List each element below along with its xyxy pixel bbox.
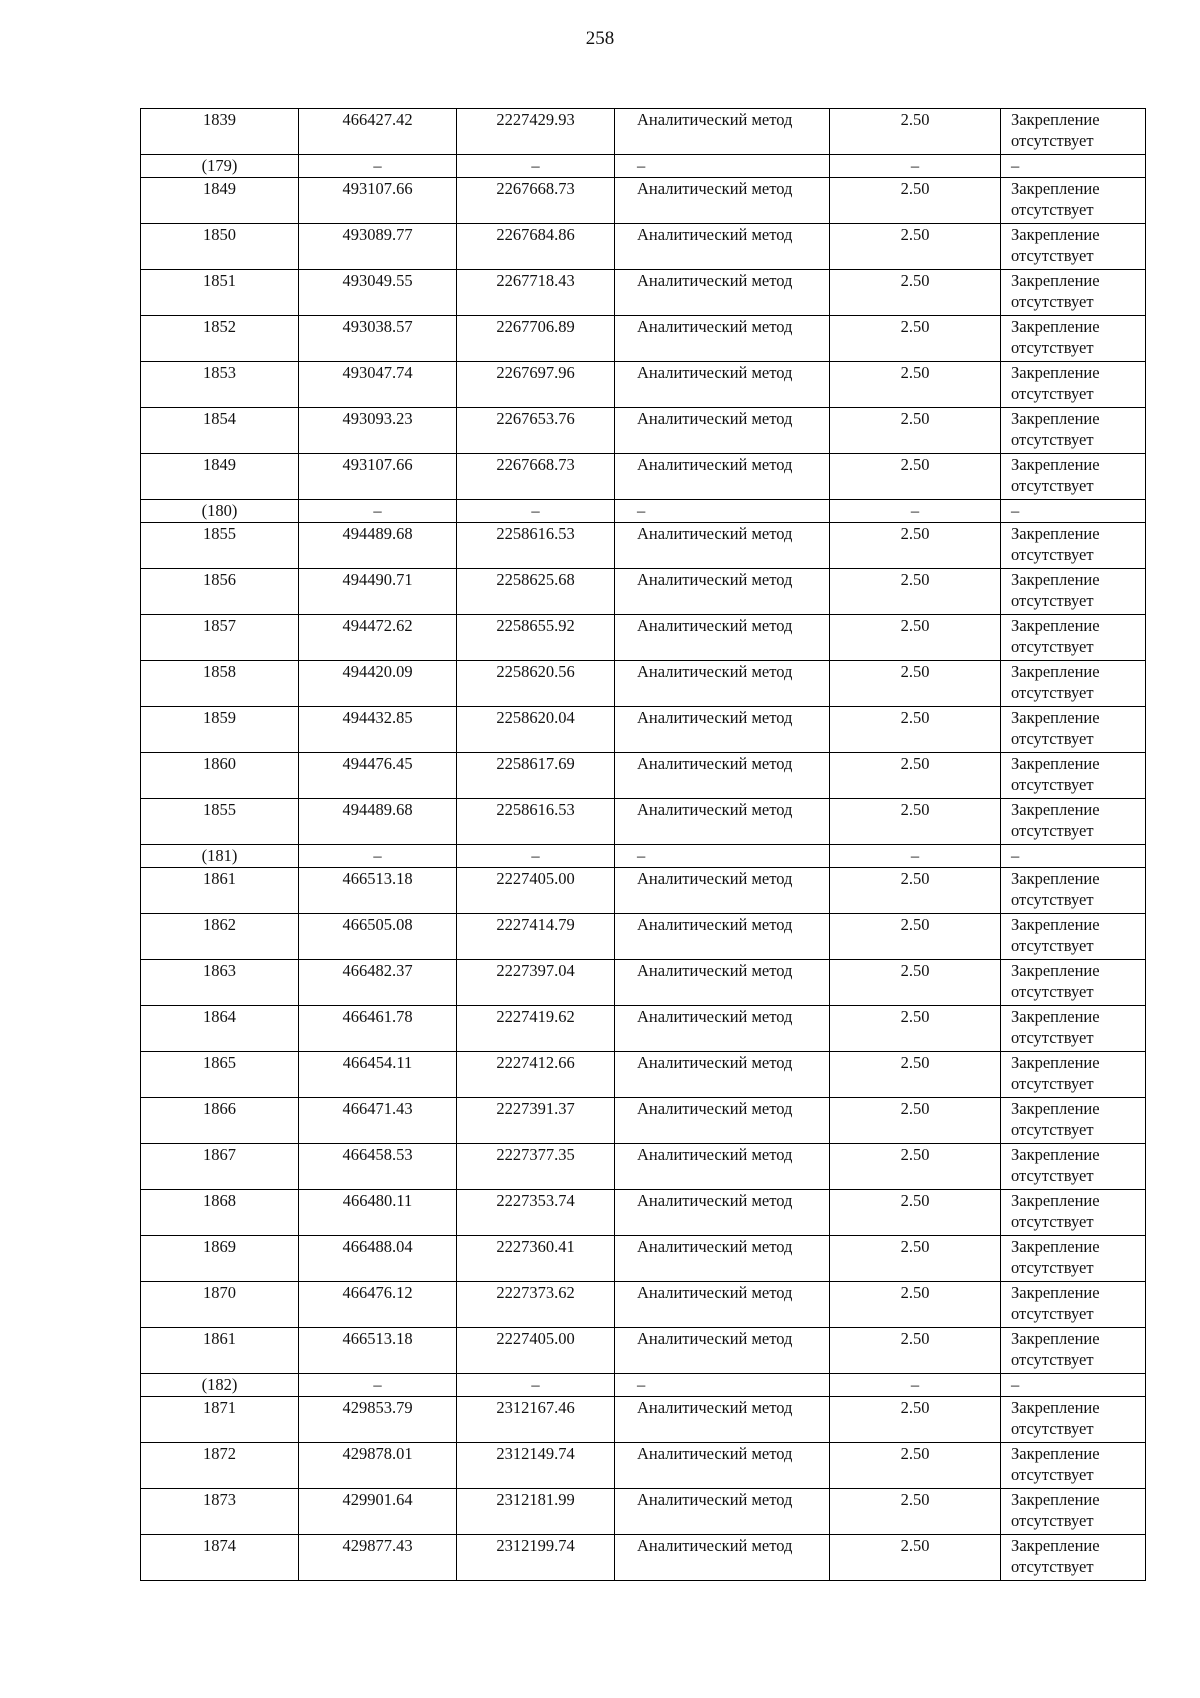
x-coordinate-cell: 466482.37: [299, 960, 457, 1006]
y-coordinate-cell: 2227373.62: [457, 1282, 615, 1328]
table-row: [141, 270, 1146, 316]
x-coordinate-cell: –: [299, 845, 457, 868]
separator-row: [141, 155, 1146, 178]
accuracy-cell: 2.50: [830, 270, 1001, 316]
table-row: [141, 408, 1146, 454]
y-coordinate-cell: 2312181.99: [457, 1489, 615, 1535]
point-number-cell: 1869: [141, 1236, 299, 1282]
x-coordinate-cell: 466513.18: [299, 868, 457, 914]
method-cell: Аналитический метод: [615, 1190, 830, 1236]
point-number-cell: 1850: [141, 224, 299, 270]
fixing-cell: Закрепление отсутствует: [1001, 914, 1146, 960]
table-row: [141, 1236, 1146, 1282]
table-row: [141, 224, 1146, 270]
method-cell: Аналитический метод: [615, 1489, 830, 1535]
method-cell: Аналитический метод: [615, 316, 830, 362]
y-coordinate-cell: 2227412.66: [457, 1052, 615, 1098]
fixing-cell: –: [1001, 155, 1146, 178]
method-cell: Аналитический метод: [615, 109, 830, 155]
y-coordinate-cell: 2267668.73: [457, 454, 615, 500]
separator-row: [141, 845, 1146, 868]
point-number-cell: 1870: [141, 1282, 299, 1328]
point-number-cell: (182): [141, 1374, 299, 1397]
fixing-cell: Закрепление отсутствует: [1001, 408, 1146, 454]
method-cell: Аналитический метод: [615, 661, 830, 707]
method-cell: Аналитический метод: [615, 1006, 830, 1052]
point-number-cell: 1849: [141, 178, 299, 224]
table-row: [141, 799, 1146, 845]
fixing-cell: –: [1001, 845, 1146, 868]
method-cell: Аналитический метод: [615, 615, 830, 661]
fixing-cell: Закрепление отсутствует: [1001, 960, 1146, 1006]
fixing-cell: Закрепление отсутствует: [1001, 270, 1146, 316]
point-number-cell: 1868: [141, 1190, 299, 1236]
x-coordinate-cell: 466488.04: [299, 1236, 457, 1282]
separator-row: [141, 500, 1146, 523]
y-coordinate-cell: 2312199.74: [457, 1535, 615, 1581]
point-number-cell: 1861: [141, 1328, 299, 1374]
table-row: [141, 1328, 1146, 1374]
table-row: [141, 1006, 1146, 1052]
fixing-cell: Закрепление отсутствует: [1001, 224, 1146, 270]
accuracy-cell: –: [830, 500, 1001, 523]
point-number-cell: 1867: [141, 1144, 299, 1190]
x-coordinate-cell: 493107.66: [299, 178, 457, 224]
fixing-cell: Закрепление отсутствует: [1001, 523, 1146, 569]
y-coordinate-cell: 2227353.74: [457, 1190, 615, 1236]
method-cell: –: [615, 845, 830, 868]
x-coordinate-cell: 494489.68: [299, 523, 457, 569]
x-coordinate-cell: 466505.08: [299, 914, 457, 960]
fixing-cell: –: [1001, 500, 1146, 523]
method-cell: Аналитический метод: [615, 1328, 830, 1374]
method-cell: Аналитический метод: [615, 1098, 830, 1144]
method-cell: –: [615, 155, 830, 178]
accuracy-cell: 2.50: [830, 615, 1001, 661]
point-number-cell: 1853: [141, 362, 299, 408]
fixing-cell: Закрепление отсутствует: [1001, 569, 1146, 615]
table-row: [141, 316, 1146, 362]
fixing-cell: Закрепление отсутствует: [1001, 799, 1146, 845]
accuracy-cell: 2.50: [830, 914, 1001, 960]
point-number-cell: 1855: [141, 523, 299, 569]
x-coordinate-cell: 494432.85: [299, 707, 457, 753]
accuracy-cell: 2.50: [830, 109, 1001, 155]
fixing-cell: Закрепление отсутствует: [1001, 1443, 1146, 1489]
point-number-cell: 1856: [141, 569, 299, 615]
fixing-cell: Закрепление отсутствует: [1001, 1282, 1146, 1328]
x-coordinate-cell: 493107.66: [299, 454, 457, 500]
accuracy-cell: –: [830, 155, 1001, 178]
table-row: [141, 1190, 1146, 1236]
y-coordinate-cell: 2267718.43: [457, 270, 615, 316]
method-cell: Аналитический метод: [615, 1052, 830, 1098]
fixing-cell: –: [1001, 1374, 1146, 1397]
point-number-cell: 1873: [141, 1489, 299, 1535]
fixing-cell: Закрепление отсутствует: [1001, 1489, 1146, 1535]
x-coordinate-cell: 493038.57: [299, 316, 457, 362]
table-row: [141, 707, 1146, 753]
x-coordinate-cell: 494420.09: [299, 661, 457, 707]
table-row: [141, 1052, 1146, 1098]
table-row: [141, 523, 1146, 569]
method-cell: Аналитический метод: [615, 523, 830, 569]
table-row: [141, 1489, 1146, 1535]
accuracy-cell: 2.50: [830, 753, 1001, 799]
point-number-cell: 1865: [141, 1052, 299, 1098]
accuracy-cell: 2.50: [830, 1236, 1001, 1282]
table-row: [141, 1098, 1146, 1144]
x-coordinate-cell: 429853.79: [299, 1397, 457, 1443]
point-number-cell: 1855: [141, 799, 299, 845]
x-coordinate-cell: 429877.43: [299, 1535, 457, 1581]
table-row: [141, 615, 1146, 661]
fixing-cell: Закрепление отсутствует: [1001, 615, 1146, 661]
table-row: [141, 569, 1146, 615]
method-cell: Аналитический метод: [615, 707, 830, 753]
table-row: [141, 362, 1146, 408]
y-coordinate-cell: 2227405.00: [457, 868, 615, 914]
point-number-cell: 1871: [141, 1397, 299, 1443]
table-row: [141, 960, 1146, 1006]
table-row: [141, 454, 1146, 500]
y-coordinate-cell: 2312149.74: [457, 1443, 615, 1489]
point-number-cell: 1861: [141, 868, 299, 914]
y-coordinate-cell: 2227429.93: [457, 109, 615, 155]
fixing-cell: Закрепление отсутствует: [1001, 1144, 1146, 1190]
point-number-cell: (181): [141, 845, 299, 868]
accuracy-cell: 2.50: [830, 707, 1001, 753]
accuracy-cell: 2.50: [830, 1282, 1001, 1328]
x-coordinate-cell: 493093.23: [299, 408, 457, 454]
accuracy-cell: 2.50: [830, 1190, 1001, 1236]
accuracy-cell: 2.50: [830, 408, 1001, 454]
x-coordinate-cell: 466427.42: [299, 109, 457, 155]
accuracy-cell: 2.50: [830, 868, 1001, 914]
accuracy-cell: –: [830, 845, 1001, 868]
method-cell: Аналитический метод: [615, 454, 830, 500]
fixing-cell: Закрепление отсутствует: [1001, 868, 1146, 914]
x-coordinate-cell: 466461.78: [299, 1006, 457, 1052]
accuracy-cell: 2.50: [830, 1489, 1001, 1535]
method-cell: Аналитический метод: [615, 753, 830, 799]
point-number-cell: 1860: [141, 753, 299, 799]
method-cell: Аналитический метод: [615, 178, 830, 224]
accuracy-cell: 2.50: [830, 178, 1001, 224]
point-number-cell: 1851: [141, 270, 299, 316]
y-coordinate-cell: 2227391.37: [457, 1098, 615, 1144]
point-number-cell: (179): [141, 155, 299, 178]
method-cell: Аналитический метод: [615, 1535, 830, 1581]
accuracy-cell: –: [830, 1374, 1001, 1397]
table-row: [141, 661, 1146, 707]
point-number-cell: 1864: [141, 1006, 299, 1052]
y-coordinate-cell: –: [457, 500, 615, 523]
y-coordinate-cell: –: [457, 155, 615, 178]
y-coordinate-cell: 2258617.69: [457, 753, 615, 799]
accuracy-cell: 2.50: [830, 1397, 1001, 1443]
accuracy-cell: 2.50: [830, 316, 1001, 362]
y-coordinate-cell: 2267668.73: [457, 178, 615, 224]
y-coordinate-cell: 2227377.35: [457, 1144, 615, 1190]
x-coordinate-cell: 493049.55: [299, 270, 457, 316]
table-row: [141, 1397, 1146, 1443]
y-coordinate-cell: –: [457, 1374, 615, 1397]
x-coordinate-cell: 466458.53: [299, 1144, 457, 1190]
x-coordinate-cell: 494476.45: [299, 753, 457, 799]
x-coordinate-cell: 494490.71: [299, 569, 457, 615]
x-coordinate-cell: 429901.64: [299, 1489, 457, 1535]
accuracy-cell: 2.50: [830, 1006, 1001, 1052]
y-coordinate-cell: 2258620.04: [457, 707, 615, 753]
fixing-cell: Закрепление отсутствует: [1001, 362, 1146, 408]
y-coordinate-cell: 2227419.62: [457, 1006, 615, 1052]
x-coordinate-cell: –: [299, 1374, 457, 1397]
y-coordinate-cell: 2267706.89: [457, 316, 615, 362]
y-coordinate-cell: 2227397.04: [457, 960, 615, 1006]
accuracy-cell: 2.50: [830, 1535, 1001, 1581]
x-coordinate-cell: 466513.18: [299, 1328, 457, 1374]
y-coordinate-cell: 2258655.92: [457, 615, 615, 661]
fixing-cell: Закрепление отсутствует: [1001, 753, 1146, 799]
accuracy-cell: 2.50: [830, 1052, 1001, 1098]
method-cell: Аналитический метод: [615, 799, 830, 845]
table-row: [141, 753, 1146, 799]
y-coordinate-cell: 2227360.41: [457, 1236, 615, 1282]
x-coordinate-cell: 466454.11: [299, 1052, 457, 1098]
fixing-cell: Закрепление отсутствует: [1001, 109, 1146, 155]
accuracy-cell: 2.50: [830, 523, 1001, 569]
method-cell: Аналитический метод: [615, 362, 830, 408]
table-row: [141, 1443, 1146, 1489]
y-coordinate-cell: –: [457, 845, 615, 868]
method-cell: Аналитический метод: [615, 224, 830, 270]
accuracy-cell: 2.50: [830, 569, 1001, 615]
point-number-cell: 1839: [141, 109, 299, 155]
method-cell: Аналитический метод: [615, 1282, 830, 1328]
table-row: [141, 1282, 1146, 1328]
x-coordinate-cell: –: [299, 155, 457, 178]
point-number-cell: 1872: [141, 1443, 299, 1489]
x-coordinate-cell: 466471.43: [299, 1098, 457, 1144]
method-cell: Аналитический метод: [615, 1144, 830, 1190]
y-coordinate-cell: 2267684.86: [457, 224, 615, 270]
separator-row: [141, 1374, 1146, 1397]
accuracy-cell: 2.50: [830, 661, 1001, 707]
table-row: [141, 1535, 1146, 1581]
method-cell: –: [615, 500, 830, 523]
point-number-cell: 1866: [141, 1098, 299, 1144]
point-number-cell: 1852: [141, 316, 299, 362]
method-cell: Аналитический метод: [615, 868, 830, 914]
table-row: [141, 914, 1146, 960]
table-row: [141, 868, 1146, 914]
x-coordinate-cell: 493047.74: [299, 362, 457, 408]
method-cell: Аналитический метод: [615, 408, 830, 454]
point-number-cell: (180): [141, 500, 299, 523]
coordinates-table-body: [141, 109, 1146, 1581]
y-coordinate-cell: 2267653.76: [457, 408, 615, 454]
page-number: 258: [585, 28, 615, 49]
method-cell: Аналитический метод: [615, 569, 830, 615]
point-number-cell: 1854: [141, 408, 299, 454]
fixing-cell: Закрепление отсутствует: [1001, 454, 1146, 500]
x-coordinate-cell: 494472.62: [299, 615, 457, 661]
point-number-cell: 1859: [141, 707, 299, 753]
accuracy-cell: 2.50: [830, 1098, 1001, 1144]
accuracy-cell: 2.50: [830, 224, 1001, 270]
y-coordinate-cell: 2258616.53: [457, 523, 615, 569]
fixing-cell: Закрепление отсутствует: [1001, 707, 1146, 753]
x-coordinate-cell: 466476.12: [299, 1282, 457, 1328]
y-coordinate-cell: 2258625.68: [457, 569, 615, 615]
fixing-cell: Закрепление отсутствует: [1001, 661, 1146, 707]
method-cell: Аналитический метод: [615, 914, 830, 960]
y-coordinate-cell: 2267697.96: [457, 362, 615, 408]
fixing-cell: Закрепление отсутствует: [1001, 178, 1146, 224]
fixing-cell: Закрепление отсутствует: [1001, 1236, 1146, 1282]
x-coordinate-cell: 429878.01: [299, 1443, 457, 1489]
fixing-cell: Закрепление отсутствует: [1001, 1328, 1146, 1374]
y-coordinate-cell: 2258620.56: [457, 661, 615, 707]
y-coordinate-cell: 2227414.79: [457, 914, 615, 960]
fixing-cell: Закрепление отсутствует: [1001, 1190, 1146, 1236]
point-number-cell: 1862: [141, 914, 299, 960]
coordinates-table: [140, 108, 1146, 1581]
point-number-cell: 1863: [141, 960, 299, 1006]
fixing-cell: Закрепление отсутствует: [1001, 1397, 1146, 1443]
point-number-cell: 1858: [141, 661, 299, 707]
accuracy-cell: 2.50: [830, 454, 1001, 500]
accuracy-cell: 2.50: [830, 960, 1001, 1006]
method-cell: Аналитический метод: [615, 270, 830, 316]
method-cell: Аналитический метод: [615, 1443, 830, 1489]
fixing-cell: Закрепление отсутствует: [1001, 316, 1146, 362]
fixing-cell: Закрепление отсутствует: [1001, 1006, 1146, 1052]
method-cell: –: [615, 1374, 830, 1397]
accuracy-cell: 2.50: [830, 1443, 1001, 1489]
point-number-cell: 1874: [141, 1535, 299, 1581]
y-coordinate-cell: 2227405.00: [457, 1328, 615, 1374]
fixing-cell: Закрепление отсутствует: [1001, 1098, 1146, 1144]
method-cell: Аналитический метод: [615, 1236, 830, 1282]
accuracy-cell: 2.50: [830, 362, 1001, 408]
accuracy-cell: 2.50: [830, 1144, 1001, 1190]
y-coordinate-cell: 2312167.46: [457, 1397, 615, 1443]
y-coordinate-cell: 2258616.53: [457, 799, 615, 845]
accuracy-cell: 2.50: [830, 1328, 1001, 1374]
accuracy-cell: 2.50: [830, 799, 1001, 845]
table-row: [141, 109, 1146, 155]
point-number-cell: 1857: [141, 615, 299, 661]
point-number-cell: 1849: [141, 454, 299, 500]
x-coordinate-cell: –: [299, 500, 457, 523]
method-cell: Аналитический метод: [615, 960, 830, 1006]
x-coordinate-cell: 493089.77: [299, 224, 457, 270]
fixing-cell: Закрепление отсутствует: [1001, 1052, 1146, 1098]
table-row: [141, 1144, 1146, 1190]
table-row: [141, 178, 1146, 224]
method-cell: Аналитический метод: [615, 1397, 830, 1443]
x-coordinate-cell: 494489.68: [299, 799, 457, 845]
x-coordinate-cell: 466480.11: [299, 1190, 457, 1236]
fixing-cell: Закрепление отсутствует: [1001, 1535, 1146, 1581]
